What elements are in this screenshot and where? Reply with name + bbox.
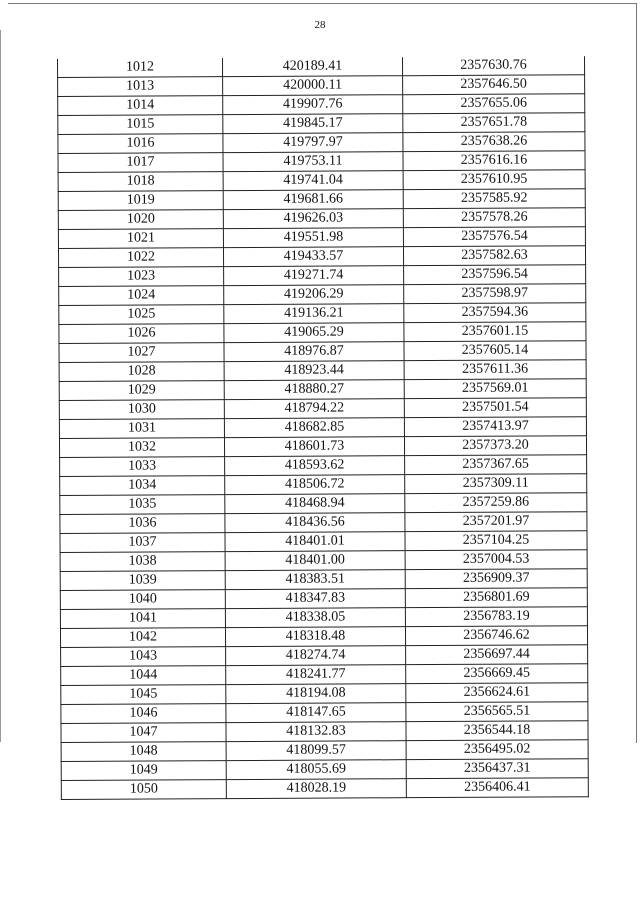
x-coordinate-cell: 418436.56 <box>225 513 405 533</box>
y-coordinate-cell: 2357638.26 <box>403 132 585 152</box>
y-coordinate-cell: 2357585.92 <box>403 189 585 209</box>
table-row <box>61 778 588 800</box>
point-number-cell: 1029 <box>59 381 224 401</box>
point-number-cell: 1044 <box>61 666 226 686</box>
y-coordinate-cell: 2357576.54 <box>403 227 585 247</box>
x-coordinate-cell: 419271.74 <box>224 266 404 286</box>
point-number-cell: 1040 <box>60 590 225 610</box>
point-number-cell: 1017 <box>58 153 223 173</box>
y-coordinate-cell: 2357004.53 <box>405 550 587 570</box>
point-number-cell: 1033 <box>60 457 225 477</box>
table-row <box>58 75 585 97</box>
point-number-cell: 1015 <box>58 115 223 135</box>
point-number-cell: 1028 <box>59 362 224 382</box>
x-coordinate-cell: 418923.44 <box>224 361 404 381</box>
table-row <box>61 759 588 781</box>
table-row <box>58 227 585 249</box>
x-coordinate-cell: 419797.97 <box>223 133 403 153</box>
point-number-cell: 1022 <box>58 248 223 268</box>
x-coordinate-cell: 418976.87 <box>224 342 404 362</box>
y-coordinate-cell: 2357655.06 <box>403 94 585 114</box>
point-number-cell: 1014 <box>58 96 223 116</box>
point-number-cell: 1047 <box>61 723 226 743</box>
point-number-cell: 1025 <box>59 305 224 325</box>
x-coordinate-cell: 418880.27 <box>224 380 404 400</box>
y-coordinate-cell: 2356544.18 <box>406 721 588 741</box>
table-row <box>59 417 586 439</box>
table-row <box>61 740 588 762</box>
point-number-cell: 1037 <box>60 533 225 553</box>
x-coordinate-cell: 418468.94 <box>225 494 405 514</box>
y-coordinate-cell: 2357598.97 <box>404 284 586 304</box>
table-row <box>59 379 586 401</box>
x-coordinate-cell: 418147.65 <box>226 703 406 723</box>
point-number-cell: 1049 <box>61 761 226 781</box>
x-coordinate-cell: 418794.22 <box>224 399 404 419</box>
page-border-right <box>636 3 637 743</box>
table-row <box>58 246 585 268</box>
x-coordinate-cell: 418401.01 <box>225 532 405 552</box>
y-coordinate-cell: 2357309.11 <box>405 474 587 494</box>
x-coordinate-cell: 419741.04 <box>223 171 403 191</box>
point-number-cell: 1027 <box>59 343 224 363</box>
x-coordinate-cell: 418682.85 <box>224 418 404 438</box>
table-row <box>59 322 586 344</box>
table-row <box>57 56 584 77</box>
y-coordinate-cell: 2356909.37 <box>405 569 587 589</box>
y-coordinate-cell: 2357630.76 <box>402 56 584 75</box>
x-coordinate-cell: 419753.11 <box>223 152 403 172</box>
y-coordinate-cell: 2357610.95 <box>403 170 585 190</box>
point-number-cell: 1012 <box>57 58 222 77</box>
x-coordinate-cell: 419206.29 <box>224 285 404 305</box>
y-coordinate-cell: 2357367.65 <box>405 455 587 475</box>
point-number-cell: 1018 <box>58 172 223 192</box>
point-number-cell: 1031 <box>59 419 224 439</box>
point-number-cell: 1048 <box>61 742 226 762</box>
point-number-cell: 1030 <box>59 400 224 420</box>
point-number-cell: 1013 <box>58 77 223 97</box>
table-row <box>58 189 585 211</box>
x-coordinate-cell: 419845.17 <box>223 114 403 134</box>
point-number-cell: 1045 <box>61 685 226 705</box>
table-row <box>59 265 586 287</box>
table-row <box>61 702 588 724</box>
y-coordinate-cell: 2357501.54 <box>404 398 586 418</box>
point-number-cell: 1036 <box>60 514 225 534</box>
table-row <box>59 284 586 306</box>
table-row <box>59 341 586 363</box>
table-row <box>59 303 586 325</box>
x-coordinate-cell: 418506.72 <box>225 475 405 495</box>
table-row <box>60 493 587 515</box>
y-coordinate-cell: 2357201.97 <box>405 512 587 532</box>
x-coordinate-cell: 418318.48 <box>225 627 405 647</box>
point-number-cell: 1042 <box>60 628 225 648</box>
y-coordinate-cell: 2356565.51 <box>406 702 588 722</box>
page-border-left <box>0 30 1 742</box>
point-number-cell: 1020 <box>58 210 223 230</box>
table-row <box>59 436 586 458</box>
y-coordinate-cell: 2357646.50 <box>403 75 585 95</box>
y-coordinate-cell: 2357578.26 <box>403 208 585 228</box>
y-coordinate-cell: 2357582.63 <box>403 246 585 266</box>
x-coordinate-cell: 419681.66 <box>223 190 403 210</box>
y-coordinate-cell: 2357569.01 <box>404 379 586 399</box>
y-coordinate-cell: 2356783.19 <box>405 607 587 627</box>
table-row <box>60 455 587 477</box>
table-row <box>59 360 586 382</box>
table-row <box>58 132 585 154</box>
table-row <box>60 474 587 496</box>
table-row <box>58 170 585 192</box>
x-coordinate-cell: 419551.98 <box>223 228 403 248</box>
y-coordinate-cell: 2356406.41 <box>406 778 588 798</box>
y-coordinate-cell: 2356624.61 <box>406 683 588 703</box>
y-coordinate-cell: 2356746.62 <box>405 626 587 646</box>
table-row <box>59 398 586 420</box>
table-row <box>60 569 587 591</box>
point-number-cell: 1046 <box>61 704 226 724</box>
x-coordinate-cell: 418028.19 <box>226 779 406 799</box>
table-row <box>58 94 585 116</box>
table-row <box>60 531 587 553</box>
page-border-top <box>8 3 637 4</box>
x-coordinate-cell: 418241.77 <box>226 665 406 685</box>
table-row <box>58 208 585 230</box>
x-coordinate-cell: 419433.57 <box>223 247 403 267</box>
y-coordinate-cell: 2357611.36 <box>404 360 586 380</box>
table-row <box>60 626 587 648</box>
point-number-cell: 1021 <box>58 229 223 249</box>
x-coordinate-cell: 419136.21 <box>224 304 404 324</box>
x-coordinate-cell: 418338.05 <box>225 608 405 628</box>
table-row <box>60 607 587 629</box>
point-number-cell: 1043 <box>61 647 226 667</box>
table-row <box>60 588 587 610</box>
y-coordinate-cell: 2357605.14 <box>404 341 586 361</box>
x-coordinate-cell: 418593.62 <box>225 456 405 476</box>
point-number-cell: 1019 <box>58 191 223 211</box>
y-coordinate-cell: 2357373.20 <box>404 436 586 456</box>
y-coordinate-cell: 2357594.36 <box>404 303 586 323</box>
x-coordinate-cell: 418347.83 <box>225 589 405 609</box>
x-coordinate-cell: 418383.51 <box>225 570 405 590</box>
x-coordinate-cell: 418274.74 <box>226 646 406 666</box>
point-number-cell: 1032 <box>59 438 224 458</box>
point-number-cell: 1038 <box>60 552 225 572</box>
x-coordinate-cell: 418601.73 <box>224 437 404 457</box>
point-number-cell: 1035 <box>60 495 225 515</box>
point-number-cell: 1023 <box>59 267 224 287</box>
y-coordinate-cell: 2357596.54 <box>404 265 586 285</box>
y-coordinate-cell: 2357259.86 <box>405 493 587 513</box>
y-coordinate-cell: 2356669.45 <box>406 664 588 684</box>
point-number-cell: 1041 <box>60 609 225 629</box>
x-coordinate-cell: 418055.69 <box>226 760 406 780</box>
table-row <box>58 151 585 173</box>
y-coordinate-cell: 2357413.97 <box>404 417 586 437</box>
coordinates-table-body <box>57 56 588 799</box>
point-number-cell: 1050 <box>61 780 226 800</box>
y-coordinate-cell: 2357616.16 <box>403 151 585 171</box>
table-row <box>61 683 588 705</box>
table-row <box>58 113 585 135</box>
y-coordinate-cell: 2356697.44 <box>406 645 588 665</box>
point-number-cell: 1034 <box>60 476 225 496</box>
x-coordinate-cell: 418132.83 <box>226 722 406 742</box>
y-coordinate-cell: 2356437.31 <box>406 759 588 779</box>
x-coordinate-cell: 419626.03 <box>223 209 403 229</box>
table-row <box>61 721 588 743</box>
x-coordinate-cell: 418194.08 <box>226 684 406 704</box>
point-number-cell: 1016 <box>58 134 223 154</box>
x-coordinate-cell: 419907.76 <box>223 95 403 115</box>
coordinates-table <box>57 56 589 800</box>
y-coordinate-cell: 2357651.78 <box>403 113 585 133</box>
table-row <box>60 512 587 534</box>
page-number: 28 <box>314 19 326 31</box>
y-coordinate-cell: 2356495.02 <box>406 740 588 760</box>
y-coordinate-cell: 2356801.69 <box>405 588 587 608</box>
x-coordinate-cell: 419065.29 <box>224 323 404 343</box>
point-number-cell: 1026 <box>59 324 224 344</box>
x-coordinate-cell: 418401.00 <box>225 551 405 571</box>
table-row <box>60 550 587 572</box>
y-coordinate-cell: 2357104.25 <box>405 531 587 551</box>
point-number-cell: 1039 <box>60 571 225 591</box>
y-coordinate-cell: 2357601.15 <box>404 322 586 342</box>
table-row <box>61 664 588 686</box>
x-coordinate-cell: 418099.57 <box>226 741 406 761</box>
x-coordinate-cell: 420189.41 <box>222 57 402 76</box>
table-row <box>61 645 588 667</box>
x-coordinate-cell: 420000.11 <box>223 76 403 96</box>
point-number-cell: 1024 <box>59 286 224 306</box>
